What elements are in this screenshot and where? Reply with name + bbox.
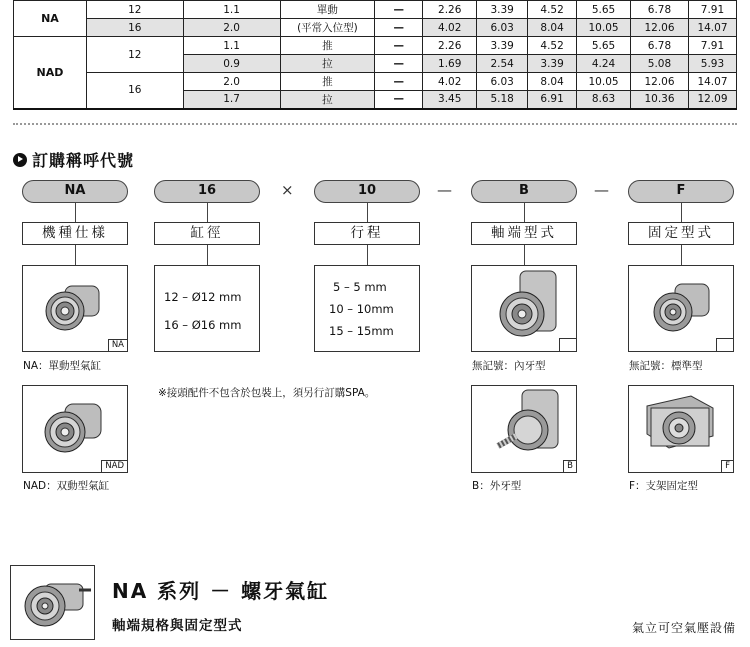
force-cell: 4.52 (528, 1, 577, 19)
force-cell: 5.08 (631, 55, 689, 73)
force-cell: 6.78 (631, 37, 689, 55)
force-cell: 12.06 (631, 73, 689, 91)
connector-line (367, 245, 368, 265)
bore-cell: 12 (86, 1, 183, 19)
external-thread-caption: B：外牙型 (472, 480, 522, 492)
dash-cell: — (375, 73, 423, 91)
force-cell: 4.24 (577, 55, 631, 73)
na-cylinder-image (22, 265, 128, 352)
force-cell: 12.09 (688, 91, 736, 109)
force-cell: 10.05 (577, 19, 631, 37)
rod-code-pill: B (471, 180, 577, 203)
bore-cell: 16 (86, 19, 183, 37)
force-cell: 14.07 (688, 73, 736, 91)
force-cell: 10.36 (631, 91, 689, 109)
stroke-cell: 1.7 (183, 91, 280, 109)
dash-cell: — (375, 55, 423, 73)
rod-label: 軸端型式 (471, 222, 577, 245)
dash-cell: — (375, 37, 423, 55)
bracket-mount-caption: F：支架固定型 (629, 480, 699, 492)
dash-separator: — (594, 181, 609, 199)
force-cell: 8.63 (577, 91, 631, 109)
connector-line (681, 245, 682, 265)
force-cell: 2.26 (423, 1, 477, 19)
connector-line (75, 203, 76, 222)
force-cell: 4.02 (423, 73, 477, 91)
bore-label: 缸徑 (154, 222, 260, 245)
times-separator: × (281, 181, 294, 199)
force-cell: 6.03 (477, 73, 528, 91)
internal-thread-caption: 無記號：內牙型 (472, 360, 546, 372)
force-cell: 3.39 (477, 1, 528, 19)
brand-name: 氣立可空氣壓設備 (631, 621, 736, 635)
force-cell: 2.26 (423, 37, 477, 55)
dash-separator: — (437, 181, 452, 199)
connector-line (367, 203, 368, 222)
action-cell: 拉 (280, 91, 375, 109)
series-subtitle: 軸端規格與固定型式 (112, 618, 243, 634)
force-cell: 5.65 (577, 1, 631, 19)
connector-line (207, 203, 208, 222)
option-tag-empty (559, 338, 576, 351)
force-cell: 5.18 (477, 91, 528, 109)
table-row (14, 73, 737, 91)
stroke-option: 10 – 10mm (329, 302, 394, 316)
stroke-option: 15 – 15mm (329, 324, 394, 338)
na-caption: NA：單動型氣缸 (23, 360, 102, 372)
force-cell: 4.52 (528, 37, 577, 55)
bracket-mount-image (628, 385, 734, 473)
connector-line (681, 203, 682, 222)
stroke-cell: 0.9 (183, 55, 280, 73)
stroke-cell: 1.1 (183, 1, 280, 19)
internal-thread-image (471, 265, 577, 352)
standard-mount-caption: 無記號：標準型 (629, 360, 703, 372)
mount-label: 固定型式 (628, 222, 734, 245)
force-cell: 4.02 (423, 19, 477, 37)
connector-line (207, 245, 208, 265)
stroke-cell: 2.0 (183, 73, 280, 91)
action-cell: 拉 (280, 55, 375, 73)
force-cell: 3.39 (477, 37, 528, 55)
bore-code-pill: 16 (154, 180, 260, 203)
nad-caption: NAD：双動型氣缸 (23, 480, 110, 492)
option-tag: NA (108, 339, 127, 351)
bore-cell: 16 (86, 73, 183, 109)
bore-options-box (154, 265, 260, 352)
action-cell: 單動 (280, 1, 375, 19)
table-row (14, 37, 737, 55)
force-cell: 5.65 (577, 37, 631, 55)
mount-code-pill: F (628, 180, 734, 203)
dash-cell: — (375, 1, 423, 19)
external-thread-rod-icon (472, 386, 576, 472)
option-tag: F (721, 460, 733, 472)
section-divider (13, 123, 737, 125)
nad-cylinder-image (22, 385, 128, 473)
dash-cell: — (375, 19, 423, 37)
force-cell: 3.39 (528, 55, 577, 73)
force-cell: 5.93 (688, 55, 736, 73)
action-cell: 推 (280, 73, 375, 91)
stroke-options-box (314, 265, 420, 352)
threaded-cylinder-icon (11, 566, 94, 639)
order-code-heading (13, 148, 134, 171)
option-tag: NAD (101, 460, 127, 472)
stroke-cell: 1.1 (183, 37, 280, 55)
model-label: 機種仕樣 (22, 222, 128, 245)
connector-line (75, 245, 76, 265)
bracket-mount-icon (629, 386, 733, 472)
force-cell: 7.91 (688, 37, 736, 55)
stroke-cell: 2.0 (183, 19, 280, 37)
stroke-label: 行程 (314, 222, 420, 245)
force-cell: 6.78 (631, 1, 689, 19)
bore-cell: 12 (86, 37, 183, 73)
model-cell: NAD (14, 37, 87, 109)
connector-line (524, 203, 525, 222)
table-row (14, 19, 737, 37)
action-cell: 推 (280, 37, 375, 55)
force-cell: 1.69 (423, 55, 477, 73)
stroke-option: 5 – 5 mm (333, 280, 387, 294)
bore-option: 12 – Ø12 mm (164, 290, 242, 304)
play-bullet-icon (13, 153, 27, 167)
force-cell: 8.04 (528, 73, 577, 91)
force-cell: 6.91 (528, 91, 577, 109)
force-cell: 14.07 (688, 19, 736, 37)
model-code-pill: NA (22, 180, 128, 203)
dash-cell: — (375, 91, 423, 109)
heading-text: 訂購稱呼代號 (32, 151, 135, 170)
force-cell: 7.91 (688, 1, 736, 19)
bore-option: 16 – Ø16 mm (164, 318, 242, 332)
force-cell: 8.04 (528, 19, 577, 37)
action-cell: (平常入位型) (280, 19, 375, 37)
connector-line (524, 245, 525, 265)
option-tag-empty (716, 338, 733, 351)
series-product-image (10, 565, 95, 640)
force-cell: 10.05 (577, 73, 631, 91)
stroke-code-pill: 10 (314, 180, 420, 203)
force-cell: 6.03 (477, 19, 528, 37)
series-title: NA 系列 － 螺牙氣缸 (112, 579, 330, 603)
force-cell: 2.54 (477, 55, 528, 73)
force-cell: 3.45 (423, 91, 477, 109)
external-thread-image (471, 385, 577, 473)
force-cell: 12.06 (631, 19, 689, 37)
model-cell: NA (14, 1, 87, 37)
accessory-note: ※接頭配件不包含於包裝上，須另行訂購SPA。 (158, 387, 376, 399)
table-row (14, 1, 737, 19)
option-tag: B (563, 460, 576, 472)
cylinder-force-table (13, 0, 737, 110)
standard-mount-image (628, 265, 734, 352)
